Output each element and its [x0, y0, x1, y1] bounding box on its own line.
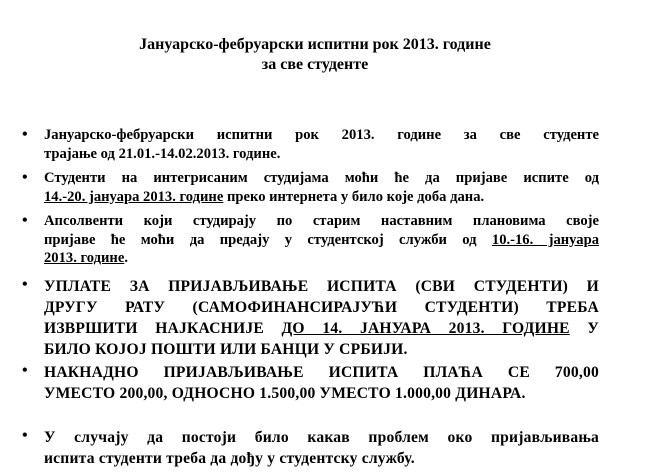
- registration-dates: 14.-20. јануара 2013. године: [44, 188, 224, 205]
- page-subtitle: за све студенте: [261, 56, 369, 73]
- page-title: Јануарско-фебруарски испитни рок 2013. године: [139, 36, 491, 53]
- bullet-icon: •: [22, 362, 28, 379]
- list-item-text: Јануарско-фебруарски испитни рок 2013. године за све студенте трајање од 21.01.-14.02.2013. године.: [44, 127, 599, 162]
- list-item-text: УПЛАТЕ ЗА ПРИЈАВЉИВАЊЕ ИСПИТА (СВИ СТУДЕНТИ) И ДРУГУ РАТУ (САМОФИНАНСИРАЈУЋИ СТУДЕНТИ) ТРЕБА ИЗВРШИТИ НАЈКАСНИЈЕ ДО 14. ЈАНУАРА 2013. ГОДИНЕ У БИЛО КОЈОЈ ПОШТИ ИЛИ БАНЦИ У СРБИЈИ.: [44, 278, 599, 358]
- list-item-text: У случају да постоји било какав проблем око пријављивања испита студенти треба да дођу у студентску службу.: [44, 429, 599, 467]
- list-item-text: НАКНАДНО ПРИЈАВЉИВАЊЕ ИСПИТА ПЛАЋА СЕ 700,00 УМЕСТО 200,00, ОДНОСНО 1.500,00 УМЕСТО 1.000,00 ДИНАРА.: [44, 364, 599, 402]
- payment-deadline: ДО 14. ЈАНУАРА 2013. ГОДИНЕ: [281, 320, 570, 337]
- list-item-text: Апсолвенти који студирају по старим наставним плановима своје пријаве ће моћи да предају у студентској служби од 10.-16. јануара 2013. године.: [44, 213, 599, 266]
- bullet-icon: •: [22, 169, 28, 186]
- bullet-icon: •: [22, 212, 28, 229]
- graduate-dates-year: 2013. године: [44, 250, 125, 266]
- graduate-dates: 10.-16. јануара: [491, 231, 599, 248]
- bullet-icon: •: [22, 427, 28, 444]
- list-item-text: Студенти на интегрисаним студијама моћи ће да пријаве испите од 14.-20. јануара 2013. године преко интернета у било које доба дана.: [44, 170, 599, 205]
- bullet-icon: •: [22, 126, 28, 143]
- bullet-icon: •: [22, 276, 28, 293]
